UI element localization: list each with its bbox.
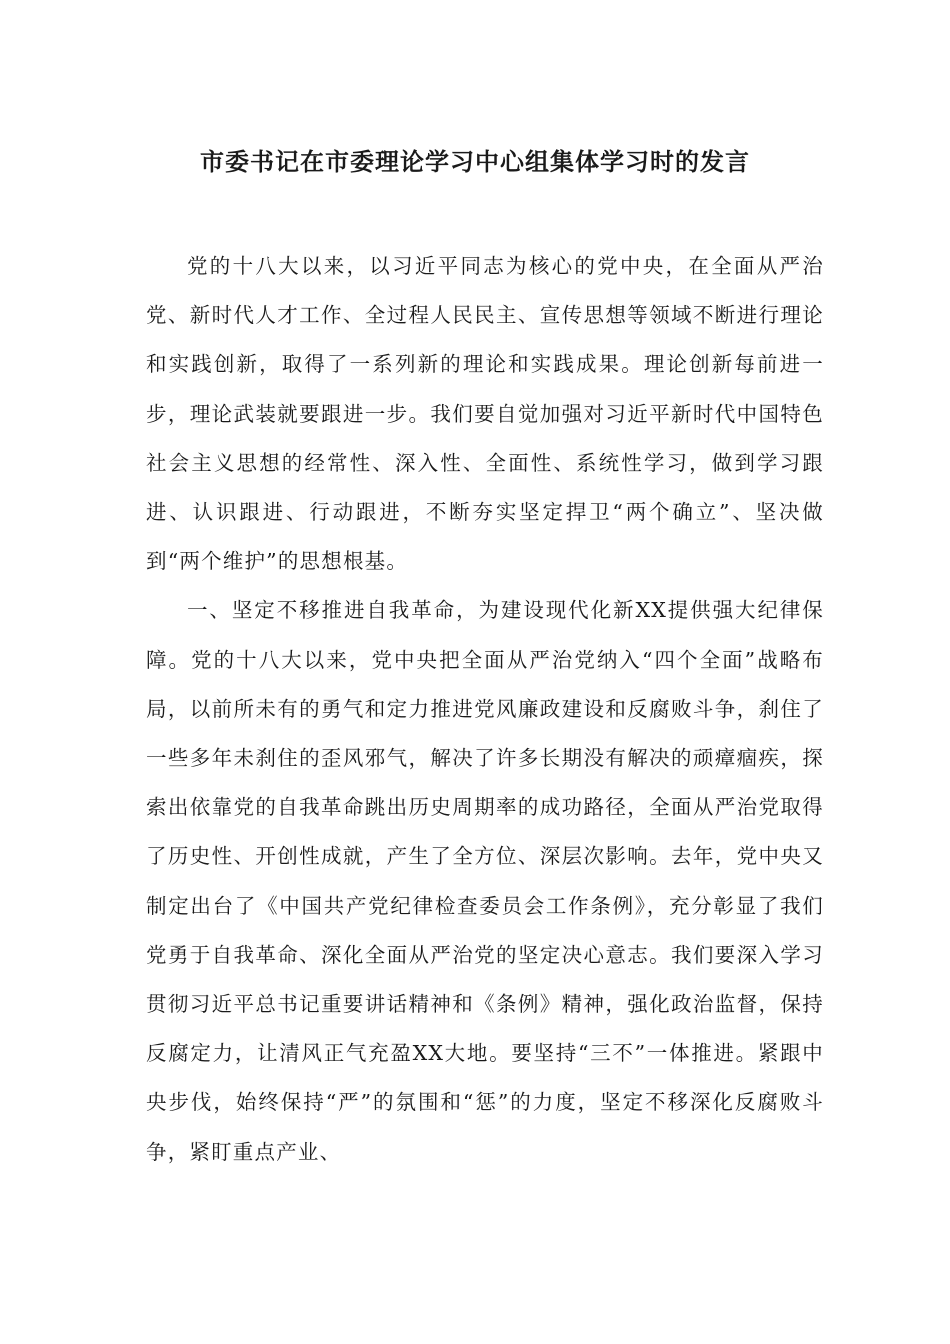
document-body (146, 242, 824, 1177)
document-title: 市委书记在市委理论学习中心组集体学习时的发言 (200, 147, 750, 176)
paragraph-intro: 党的十八大以来，以习近平同志为核心的党中央，在全面从严治党、新时代人才工作、全过程人民民主、宣传思想等领域不断进行理论和实践创新，取得了一系列新的理论和实践成果。理论创新每前进一步，理论武装就要跟进一步。我们要自觉加强对习近平新时代中国特色社会主义思想的经常性、深入性、全面性、系统性学习，做到学习跟进、认识跟进、行动跟进，不断夯实坚定捍卫“两个确立”、坚决做到“两个维护”的思想根基。 (146, 254, 824, 574)
paragraph-section-1: 一、坚定不移推进自我革命，为建设现代化新XX提供强大纪律保障。党的十八大以来，党中央把全面从严治党纳入“四个全面”战略布局，以前所未有的勇气和定力推进党风廉政建设和反腐败斗争，刹住了一些多年未刹住的歪风邪气，解决了许多长期没有解决的顽瘴痼疾，探索出依靠党的自我革命跳出历史周期率的成功路径，全面从严治党取得了历史性、开创性成就，产生了全方位、深层次影响。去年，党中央又制定出台了《中国共产党纪律检查委员会工作条例》，充分彰显了我们党勇于自我革命、深化全面从严治党的坚定决心意志。我们要深入学习贯彻习近平总书记重要讲话精神和《条例》精神，强化政治监督，保持反腐定力，让清风正气充盈XX大地。要坚持“三不”一体推进。紧跟中央步伐，始终保持“严”的氛围和“惩”的力度，坚定不移深化反腐败斗争，紧盯重点产业、 (146, 598, 824, 1164)
